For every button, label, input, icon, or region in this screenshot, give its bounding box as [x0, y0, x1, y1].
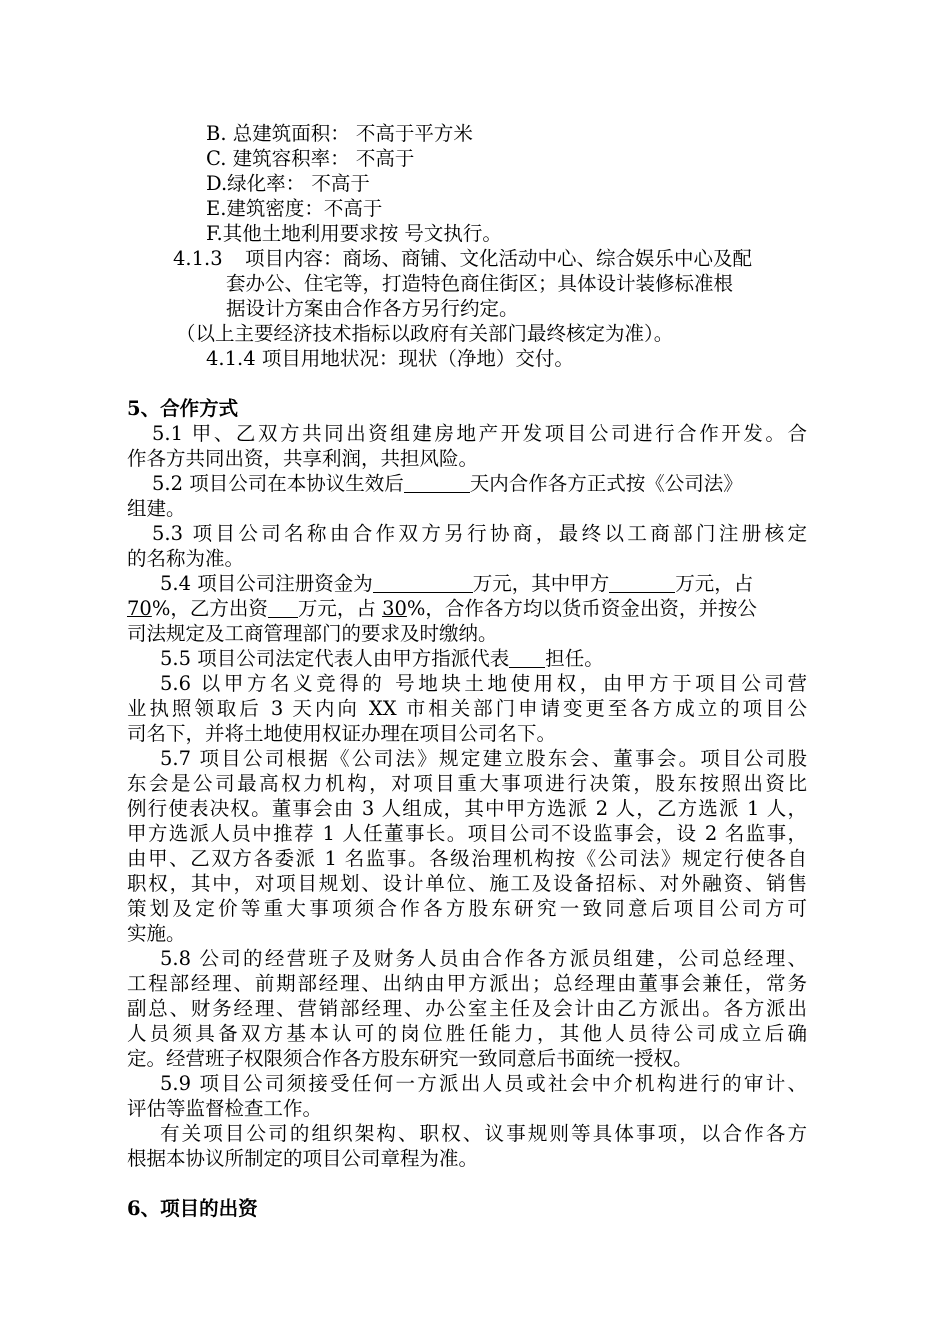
fill-in-blank [609, 572, 675, 593]
clause-5-3-line: 5.3 项目公司名称由合作双方另行协商，最终以工商部门注册核定 [152, 522, 807, 545]
clause-5-8-line: 定。经营班子权限须合作各方股东研究一致同意后书面统一授权。 [127, 1047, 693, 1070]
clause-5-6-line: 业执照领取后 3 天内向 XX 市相关部门申请变更至各方成立的项目公 [127, 697, 807, 720]
clause-5-2-line: 组建。 [127, 497, 186, 520]
clause-5-3-line: 的名称为准。 [127, 547, 245, 570]
clause-4-1-3-line: 项目内容：商场、商铺、文化活动中心、综合娱乐中心及配 [245, 247, 753, 270]
clause-5-6-line: 5.6 以甲方名义竞得的 号地块土地使用权，由甲方于项目公司营 [160, 672, 807, 695]
clause-5-7-line: 5.7 项目公司根据《公司法》规定建立股东会、董事会。项目公司股 [160, 747, 807, 770]
fill-in-blank [404, 472, 470, 493]
clause-5-4-text: 万元，占 [675, 572, 754, 595]
clause-5-4-line [127, 596, 757, 621]
clause-4-1-3-line: 套办公、住宅等，打造特色商住街区；具体设计装修标准根 [226, 272, 734, 295]
clause-5-5-text: 担任。 [545, 647, 604, 670]
clause-5-7-line: 实施。 [127, 922, 186, 945]
clause-5-5-text: 5.5 项目公司法定代表人由甲方指派代表 [160, 647, 510, 670]
clause-5-4-text: %，乙方出资 [151, 597, 268, 620]
clause-5-2-text: 天内合作各方正式按《公司法》 [469, 472, 743, 495]
clause-5-7-line: 职权，其中，对项目规划、设计单位、施工及设备招标、对外融资、销售 [127, 872, 807, 895]
clause-5-4-line: 司法规定及工商管理部门的要求及时缴纳。 [127, 622, 498, 645]
clause-5-1-line: 5.1 甲、乙双方共同出资组建房地产开发项目公司进行合作开发。合 [152, 422, 807, 445]
fill-in-blank [268, 597, 298, 618]
clause-5-8-line: 副总、财务经理、营销部经理、办公室主任及会计由乙方派出。各方派出 [127, 997, 807, 1020]
section-heading-6: 6、项目的出资 [127, 1197, 258, 1220]
clause-5-4-line [160, 571, 753, 596]
clause-5-4-text: %，合作各方均以货币资金出资，并按公 [406, 597, 757, 620]
indicator-c: C. 建筑容积率： 不高于 [206, 147, 415, 170]
indicator-b: B. 总建筑面积： 不高于平方米 [206, 122, 473, 145]
indicator-note: （以上主要经济技术指标以政府有关部门最终核定为准）。 [176, 322, 674, 345]
indicator-d: D.绿化率： 不高于 [206, 172, 370, 195]
fill-in-blank [373, 572, 473, 593]
section-heading-5: 5、合作方式 [127, 397, 239, 420]
clause-5-8-line: 人员须具备双方基本认可的岗位胜任能力，其他人员待公司成立后确 [127, 1022, 807, 1045]
clause-5-7-line: 甲方选派人员中推荐 1 人任董事长。项目公司不设监事会，设 2 名监事， [127, 822, 807, 845]
clause-5-2-line [152, 471, 743, 496]
share-percent-yi: 30 [382, 597, 407, 620]
indicator-f: F.其他土地利用要求按 号文执行。 [206, 222, 502, 245]
clause-5-9-line: 5.9 项目公司须接受任何一方派出人员或社会中介机构进行的审计、 [160, 1072, 807, 1095]
clause-5-8-line: 5.8 公司的经营班子及财务人员由合作各方派员组建，公司总经理、 [160, 947, 807, 970]
fill-in-blank [509, 647, 545, 668]
clause-5-1-line: 作各方共同出资，共享利润，共担风险。 [127, 447, 479, 470]
clause-4-1-3-number: 4.1.3 [173, 247, 223, 270]
closing-paragraph-line: 有关项目公司的组织架构、职权、议事规则等具体事项，以合作各方 [160, 1122, 807, 1145]
clause-5-4-text: 万元，其中甲方 [472, 572, 610, 595]
clause-5-7-line: 由甲、乙双方各委派 1 名监事。各级治理机构按《公司法》规定行使各自 [127, 847, 807, 870]
clause-5-7-line: 例行使表决权。董事会由 3 人组成，其中甲方选派 2 人，乙方选派 1 人， [127, 797, 807, 820]
clause-5-8-line: 工程部经理、前期部经理、出纳由甲方派出；总经理由董事会兼任，常务 [127, 972, 807, 995]
indicator-e: E.建筑密度：不高于 [206, 197, 383, 220]
clause-5-6-line: 司名下，并将土地使用权证办理在项目公司名下。 [127, 722, 557, 745]
clause-5-7-line: 策划及定价等重大事项须合作各方股东研究一致同意后项目公司方可 [127, 897, 807, 920]
clause-5-2-text: 5.2 项目公司在本协议生效后 [152, 472, 404, 495]
clause-4-1-4: 4.1.4 项目用地状况：现状（净地）交付。 [206, 347, 574, 370]
clause-5-7-line: 东会是公司最高权力机构，对项目重大事项进行决策，股东按照出资比 [127, 772, 807, 795]
share-percent-jia: 70 [127, 597, 152, 620]
clause-4-1-3-line: 据设计方案由合作各方另行约定。 [226, 297, 519, 320]
closing-paragraph-line: 根据本协议所制定的项目公司章程为准。 [127, 1147, 479, 1170]
clause-5-9-line: 评估等监督检查工作。 [127, 1097, 323, 1120]
clause-5-5-line [160, 646, 604, 671]
clause-5-4-text: 万元，占 [297, 597, 383, 620]
clause-5-4-text: 5.4 项目公司注册资金为 [160, 572, 373, 595]
